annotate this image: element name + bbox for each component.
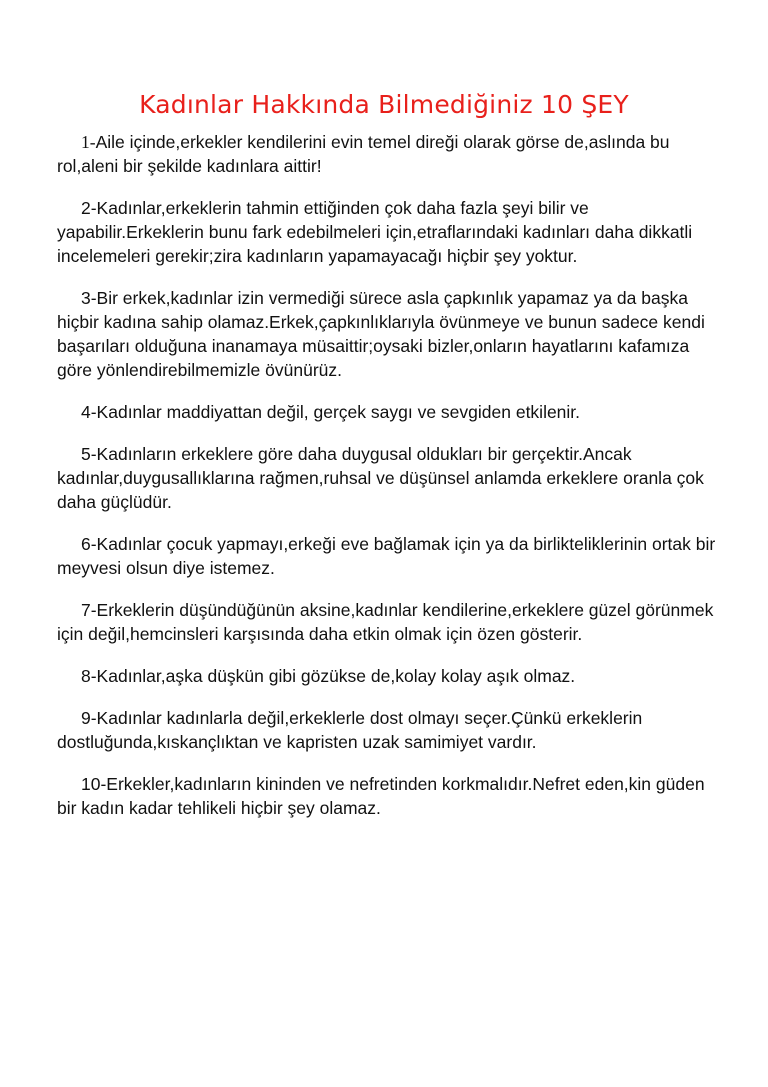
page-title: Kadınlar Hakkında Bilmediğiniz 10 ŞEY — [139, 90, 629, 119]
list-item-1 — [57, 130, 717, 178]
list-item-2: 2-Kadınlar,erkeklerin tahmin ettiğinden çok daha fazla şeyi bilir ve yapabilir.Erkeklerin bunu fark edebilmeleri için,etraflarındaki kadınları daha dikkatli incelemeleri gerekir;zira kadınların yapamayacağı hiçbir şey yoktur. — [57, 198, 693, 266]
list-item-3: 3-Bir erkek,kadınlar izin vermediği sürece asla çapkınlık yapamaz ya da başka hiçbir kadına sahip olamaz.Erkek,çapkınlıklarıyla övünmeye ve bunun sadece kendi başarıları olduğuna inanamaya müsaittir;oysaki bizler,onların hayatlarını kafamıza göre yönlendirebilmemizle övünürüz. — [57, 288, 705, 380]
list-item-9: 9-Kadınlar kadınlarla değil,erkeklerle dost olmayı seçer.Çünkü erkeklerin dostluğunda,kıskançlıktan ve kapristen uzak samimiyet vardır. — [57, 708, 643, 752]
list-item-6: 6-Kadınlar çocuk yapmayı,erkeği eve bağlamak için ya da birlikteliklerinin ortak bir meyvesi olsun diye istemez. — [57, 534, 716, 578]
document-body — [57, 130, 717, 838]
list-item-10: 10-Erkekler,kadınların kininden ve nefretinden korkmalıdır.Nefret eden,kin güden bir kadın kadar tehlikeli hiçbir şey olamaz. — [57, 774, 705, 818]
list-item-1-text: Aile içinde,erkekler kendilerini evin temel direği olarak görse de,aslında bu rol,aleni bir şekilde kadınlara aittir! — [57, 132, 670, 176]
list-item-5: 5-Kadınların erkeklere göre daha duygusal oldukları bir gerçektir.Ancak kadınlar,duygusallıklarına rağmen,ruhsal ve düşünsel anlamda erkeklere oranla çok daha güçlüdür. — [57, 444, 704, 512]
list-item-4: 4-Kadınlar maddiyattan değil, gerçek saygı ve sevgiden etkilenir. — [81, 402, 581, 422]
list-item-8: 8-Kadınlar,aşka düşkün gibi gözükse de,kolay kolay aşık olmaz. — [81, 666, 576, 686]
list-item-7: 7-Erkeklerin düşündüğünün aksine,kadınlar kendilerine,erkeklere güzel görünmek için değil,hemcinsleri karşısında daha etkin olmak için özen gösterir. — [57, 600, 714, 644]
list-item-1-number: 1- — [81, 132, 96, 152]
